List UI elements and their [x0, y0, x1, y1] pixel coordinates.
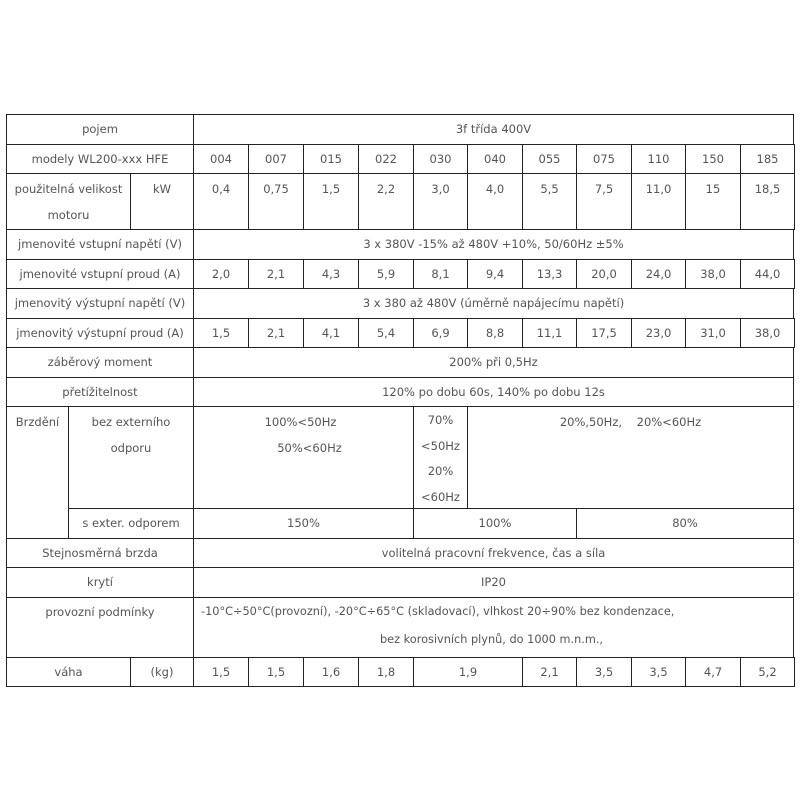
value-cell: 8,8 — [467, 318, 523, 348]
braking-without-resistor-group-a-line2: 50%<60Hz — [277, 441, 342, 455]
value-cell: 1,5 — [248, 657, 304, 687]
input-voltage-value-cell: 3 x 380V -15% až 480V +10%, 50/60Hz ±5% — [193, 229, 794, 260]
value-cell: 007 — [248, 144, 304, 174]
value-cell: 1,8 — [358, 657, 414, 687]
value-cell: 38,0 — [685, 259, 741, 289]
value-cell: 1,6 — [303, 657, 359, 687]
braking-group-b-line: 70% — [427, 413, 454, 427]
torque-value-cell: 200% při 0,5Hz — [193, 347, 794, 378]
value-cell: 0,75 — [248, 173, 304, 230]
output-voltage-value-cell: 3 x 380 až 480V (úměrně napájecímu napětí) — [193, 288, 794, 319]
value-cell: 030 — [413, 144, 468, 174]
value-cell: 055 — [522, 144, 577, 174]
value-cell: 4,0 — [467, 173, 523, 230]
braking-without-resistor-group-c-cell: 20%,50Hz, 20%<60Hz — [467, 406, 794, 509]
overload-value-cell: 120% po dobu 60s, 140% po dobu 12s — [193, 377, 794, 407]
value-cell: 2,2 — [358, 173, 414, 230]
value-cell: 185 — [740, 144, 795, 174]
value-cell: 13,3 — [522, 259, 577, 289]
value-cell: 5,5 — [522, 173, 577, 230]
braking-group-b-line: 20% — [427, 464, 454, 478]
braking-without-resistor-label-line1: bez externího — [91, 415, 171, 429]
value-cell: 18,5 — [740, 173, 795, 230]
value-cell: 24,0 — [631, 259, 686, 289]
value-cell: 2,1 — [522, 657, 577, 687]
enclosure-value-cell: IP20 — [193, 567, 794, 598]
value-cell: 23,0 — [631, 318, 686, 348]
header-group-cell: 3f třída 400V — [193, 114, 794, 145]
value-cell: 2,0 — [193, 259, 249, 289]
value-cell: 5,4 — [358, 318, 414, 348]
value-cell: 022 — [358, 144, 414, 174]
braking-without-resistor-label-cell — [68, 406, 194, 509]
value-cell: 3,5 — [631, 657, 686, 687]
motor-label-line2: motoru — [47, 208, 90, 222]
value-cell: 004 — [193, 144, 249, 174]
value-cell: 4,1 — [303, 318, 359, 348]
value-cell: 150 — [685, 144, 741, 174]
value-cell: 040 — [467, 144, 523, 174]
value-cell: 44,0 — [740, 259, 795, 289]
value-cell: 3,0 — [413, 173, 468, 230]
header-label-cell: pojem — [6, 114, 194, 145]
enclosure-label-cell: krytí — [6, 567, 194, 598]
value-cell: 1,5 — [193, 318, 249, 348]
weight-unit-cell: (kg) — [130, 657, 194, 687]
value-cell: 11,0 — [631, 173, 686, 230]
motor-label-line1: použitelná velikost — [14, 182, 123, 196]
value-cell: 11,1 — [522, 318, 577, 348]
input-voltage-label-cell: jmenovité vstupní napětí (V) — [6, 229, 194, 260]
braking-label-cell: Brzdění — [6, 406, 69, 539]
braking-without-resistor-group-b-cell — [413, 406, 468, 509]
value-cell: 5,9 — [358, 259, 414, 289]
value-cell: 8,1 — [413, 259, 468, 289]
value-cell: 31,0 — [685, 318, 741, 348]
value-cell: 2,1 — [248, 259, 304, 289]
value-cell: 015 — [303, 144, 359, 174]
braking-with-resistor-label-cell: s exter. odporem — [68, 508, 194, 539]
dc-brake-value-cell: volitelná pracovní frekvence, čas a síla — [193, 538, 794, 568]
value-cell: 075 — [576, 144, 632, 174]
value-cell: 20,0 — [576, 259, 632, 289]
weight-label-cell: váha — [6, 657, 131, 687]
output-current-label-cell: jmenovitý výstupní proud (A) — [6, 318, 194, 348]
conditions-value-cell — [193, 597, 794, 658]
braking-with-resistor-group-a-cell: 150% — [193, 508, 414, 539]
models-label-cell: modely WL200-xxx HFE — [6, 144, 194, 174]
value-cell: 0,4 — [193, 173, 249, 230]
dc-brake-label-cell: Stejnosměrná brzda — [6, 538, 194, 568]
value-cell: 5,2 — [740, 657, 795, 687]
value-cell: 38,0 — [740, 318, 795, 348]
value-cell: 1,9 — [413, 657, 523, 687]
braking-with-resistor-group-b-cell: 100% — [413, 508, 577, 539]
braking-without-resistor-group-a-line1: 100%<50Hz — [264, 415, 337, 429]
value-cell: 1,5 — [193, 657, 249, 687]
braking-with-resistor-group-c-cell: 80% — [576, 508, 794, 539]
torque-label-cell: záběrový moment — [6, 347, 194, 378]
conditions-label-cell: provozní podmínky — [6, 597, 194, 658]
value-cell: 4,7 — [685, 657, 741, 687]
motor-unit-cell: kW — [130, 173, 194, 230]
value-cell: 110 — [631, 144, 686, 174]
braking-group-b-line: <60Hz — [421, 489, 460, 504]
value-cell: 3,5 — [576, 657, 632, 687]
value-cell: 2,1 — [248, 318, 304, 348]
conditions-value-line1: -10°C÷50°C(provozní), -20°C÷65°C (skladovací), vlhkost 20÷90% bez kondenzace, — [201, 605, 675, 618]
value-cell: 6,9 — [413, 318, 468, 348]
output-voltage-label-cell: jmenovitý výstupní napětí (V) — [6, 288, 194, 319]
braking-without-resistor-label-line2: odporu — [110, 441, 152, 455]
value-cell: 1,5 — [303, 173, 359, 230]
conditions-value-line2: bez korosivních plynů, do 1000 m.n.m., — [380, 633, 604, 646]
input-current-label-cell: jmenovité vstupní proud (A) — [6, 259, 194, 289]
value-cell: 7,5 — [576, 173, 632, 230]
overload-label-cell: přetížitelnost — [6, 377, 194, 407]
braking-group-b-line: <50Hz — [421, 438, 460, 453]
value-cell: 17,5 — [576, 318, 632, 348]
value-cell: 9,4 — [467, 259, 523, 289]
value-cell: 15 — [685, 173, 741, 230]
value-cell: 4,3 — [303, 259, 359, 289]
motor-label-cell — [6, 173, 131, 230]
braking-without-resistor-group-a-cell — [193, 406, 414, 509]
